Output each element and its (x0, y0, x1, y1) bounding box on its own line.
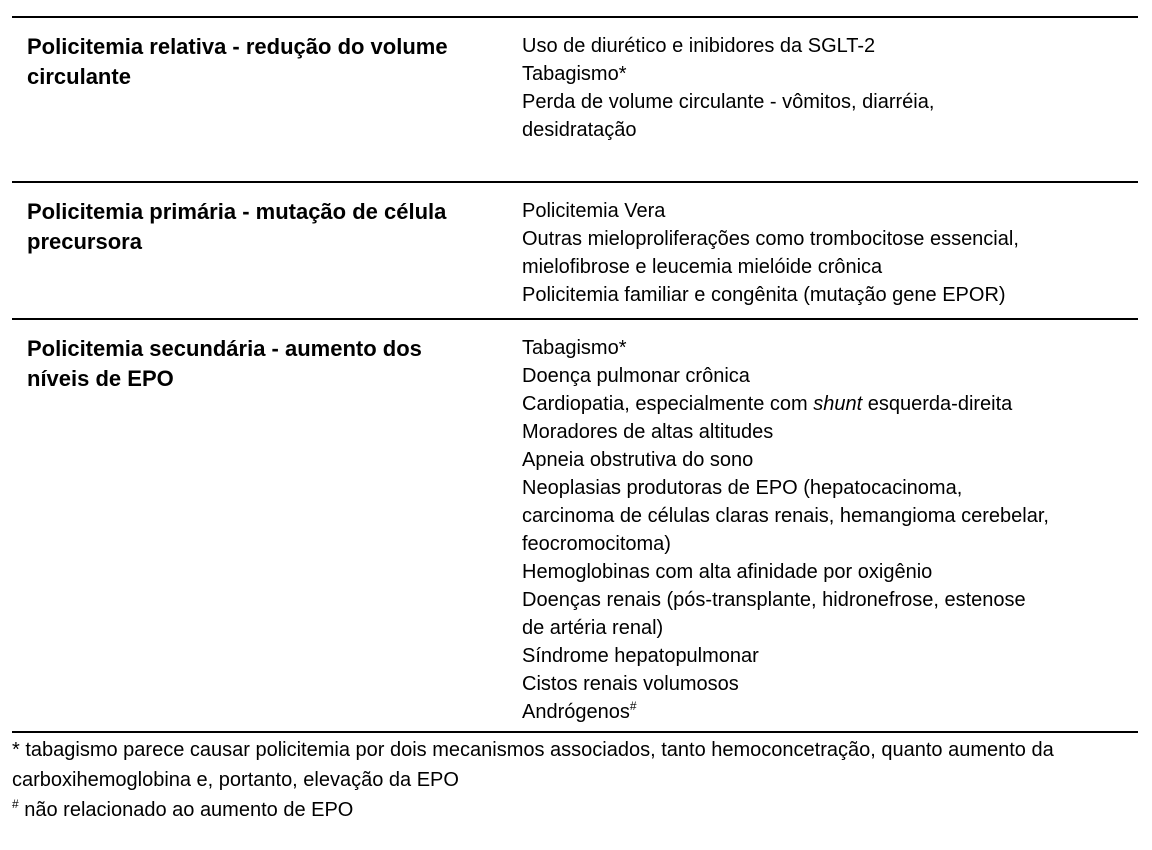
cause-item: Cistos renais volumosos (522, 673, 739, 695)
footnote-asterisk: * tabagismo parece causar policitemia por dois mecanismos associados, tanto hemoconcetração, quanto aumento da carboxihemoglobina e, portanto, elevação da EPO (12, 739, 1054, 791)
cause-item: Outras mieloproliferações como trombocitose essencial, mielofibrose e leucemia mielóide crônica (522, 228, 1019, 278)
cause-list (522, 32, 1138, 144)
cause-list (522, 197, 1138, 309)
cause-item: Tabagismo* (522, 63, 627, 85)
category-label: Policitemia primária - mutação de célula precursora (27, 199, 447, 254)
footnote-marker: # (629, 699, 637, 713)
row-divider (12, 318, 1138, 320)
cause-item: Perda de volume circulante - vômitos, diarréia, desidratação (522, 91, 935, 141)
cause-item: Uso de diurético e inibidores da SGLT-2 (522, 35, 876, 57)
cause-item: Andrógenos# (522, 699, 637, 723)
table-top-rule (12, 16, 1138, 18)
cause-item: Neoplasias produtoras de EPO (hepatocacinoma, carcinoma de células claras renais, hemangioma cerebelar, feocromocitoma) (522, 477, 1049, 555)
cause-item: Cardiopatia, especialmente com shunt esquerda-direita (522, 393, 1013, 415)
cause-list (522, 334, 1138, 726)
table-bottom-rule (12, 731, 1138, 733)
footnote-hash: # não relacionado ao aumento de EPO (12, 797, 354, 821)
cause-item: Policitemia familiar e congênita (mutação gene EPOR) (522, 284, 1006, 306)
cause-item: Doenças renais (pós-transplante, hidronefrose, estenose de artéria renal) (522, 589, 1026, 639)
row-divider (12, 181, 1138, 183)
cause-item: Hemoglobinas com alta afinidade por oxigênio (522, 561, 933, 583)
footnotes (12, 735, 1142, 825)
category-label: Policitemia relativa - redução do volume circulante (27, 34, 448, 89)
cause-item: Moradores de altas altitudes (522, 421, 774, 443)
cause-item: Doença pulmonar crônica (522, 365, 750, 387)
cause-item: Policitemia Vera (522, 200, 666, 222)
italic-term: shunt (813, 393, 863, 415)
cause-item: Apneia obstrutiva do sono (522, 449, 754, 471)
cause-item: Tabagismo* (522, 337, 627, 359)
cause-item: Síndrome hepatopulmonar (522, 645, 759, 667)
category-label: Policitemia secundária - aumento dos níveis de EPO (27, 336, 422, 391)
